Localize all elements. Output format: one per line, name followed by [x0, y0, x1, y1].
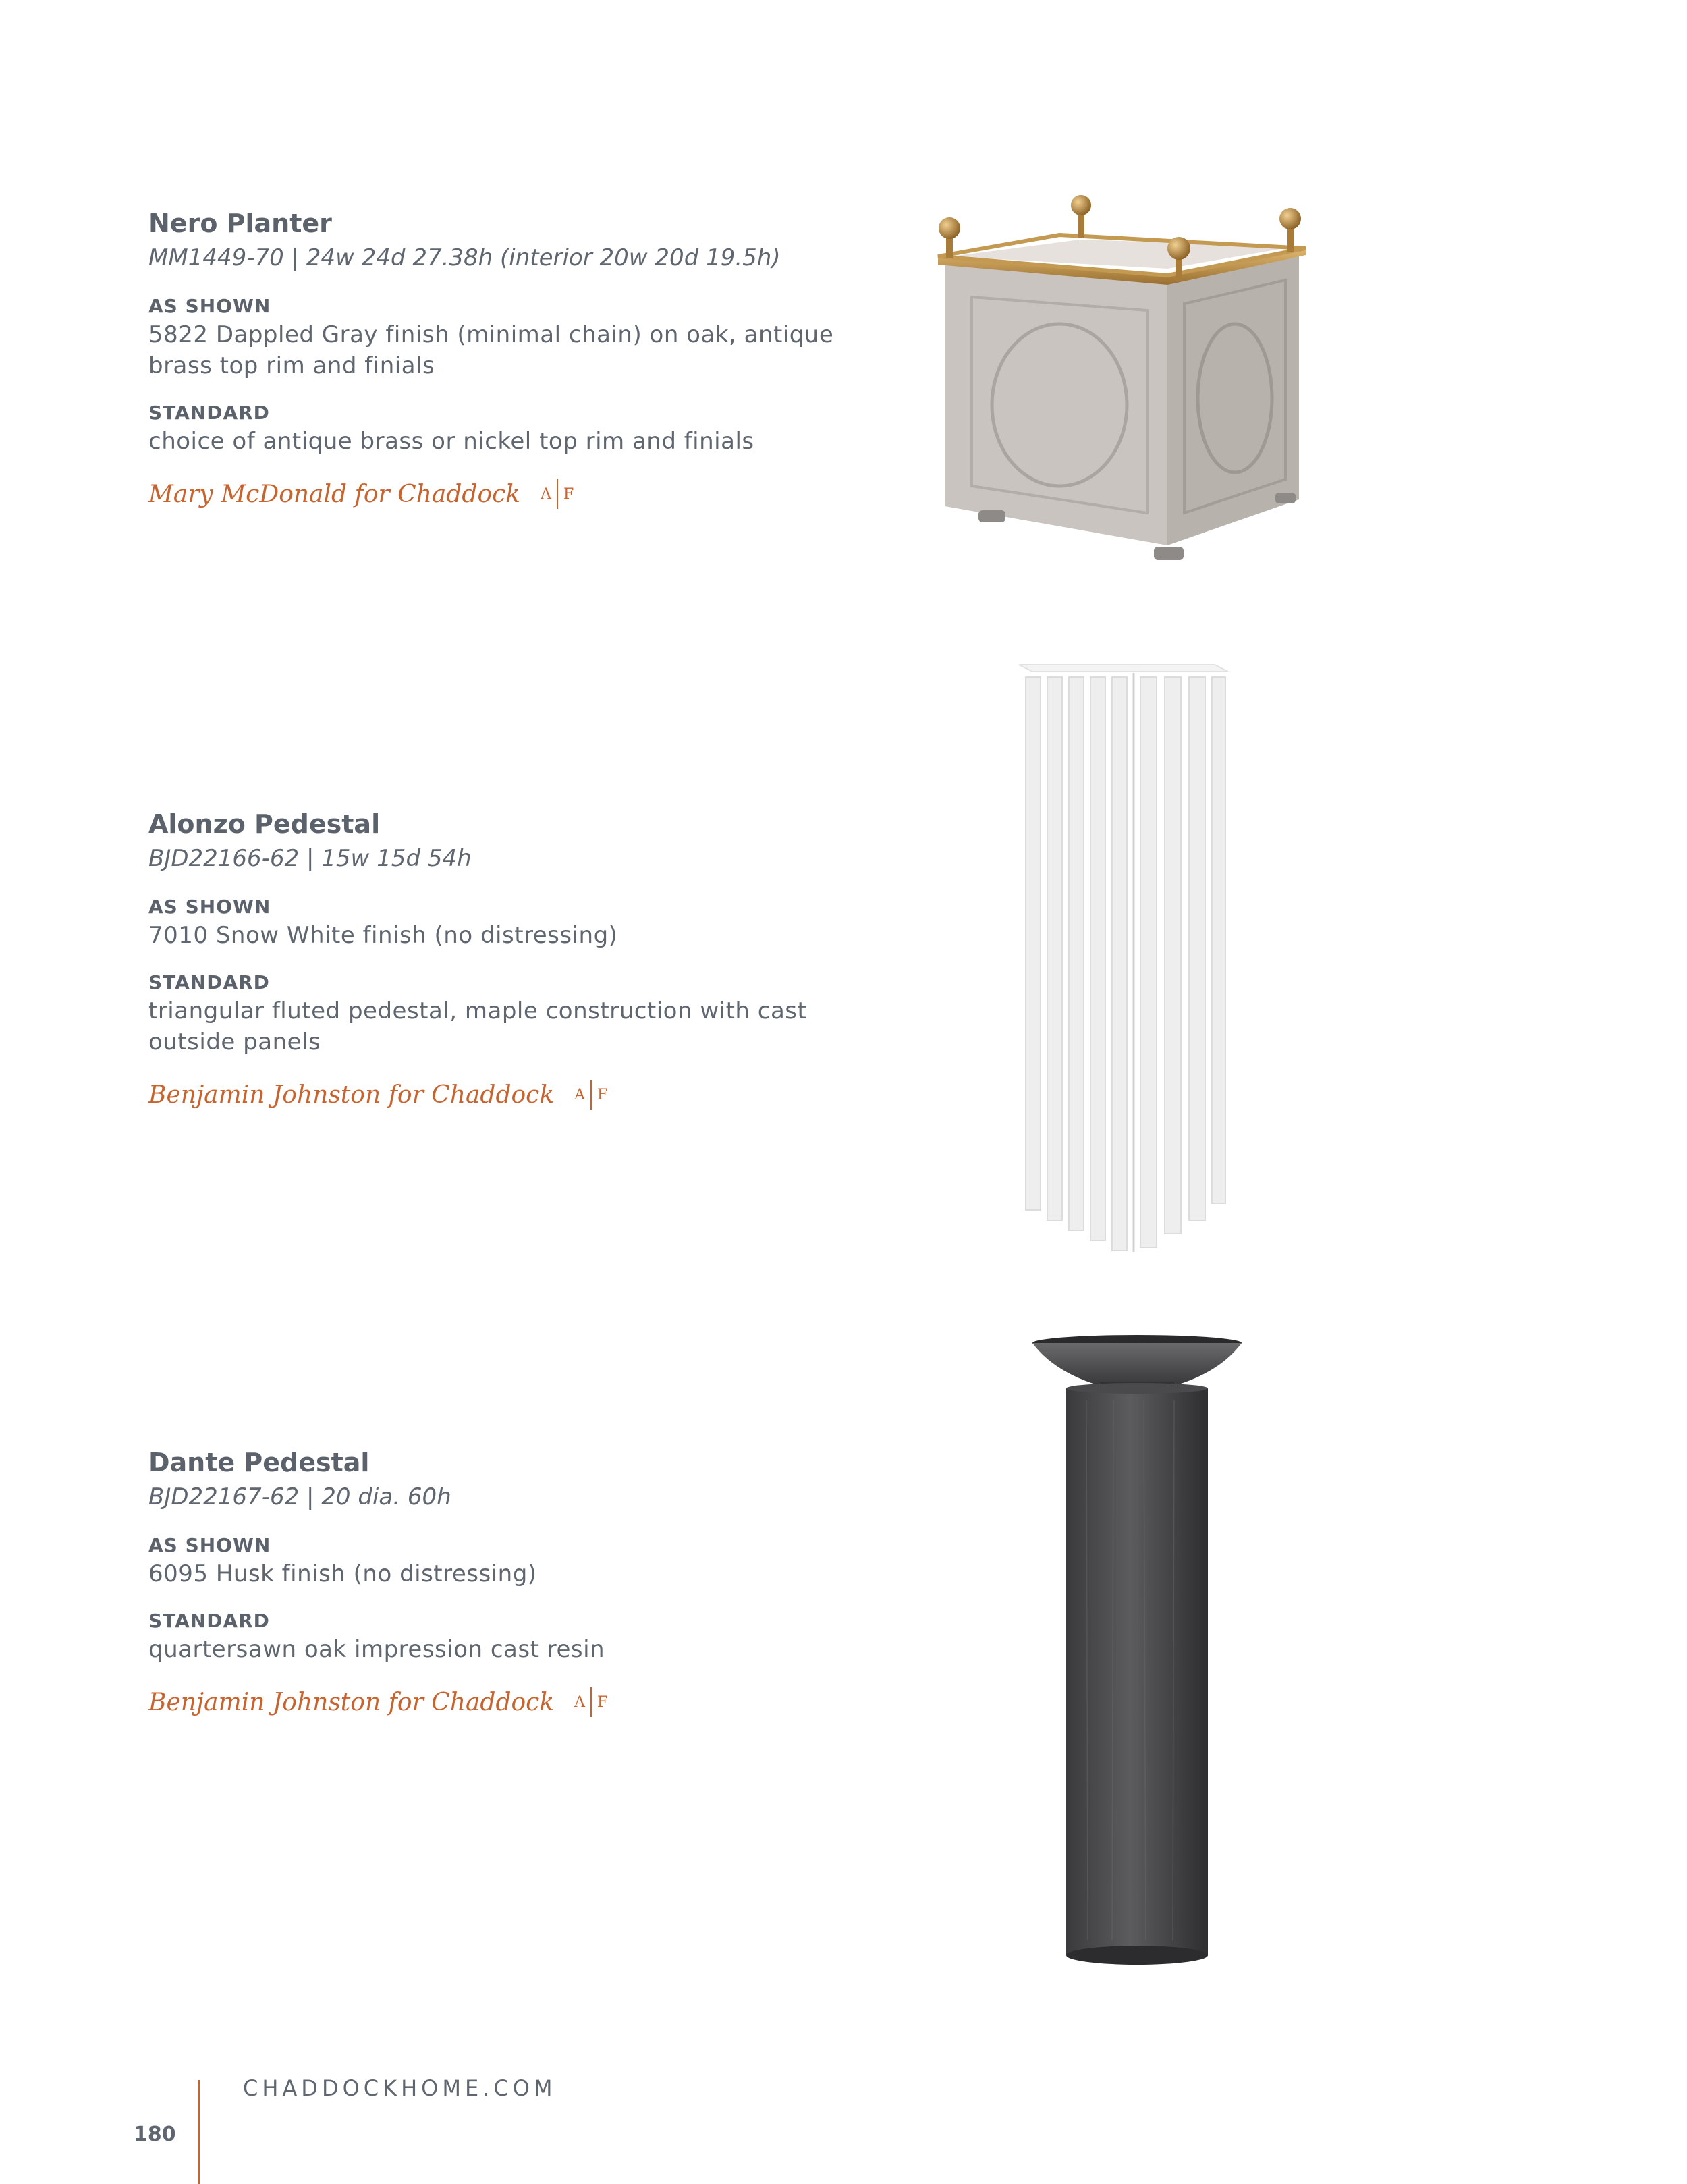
af-mark-f: F [597, 1086, 608, 1103]
product-sku: BJD22166-62 | 15w 15d 54h [148, 845, 472, 872]
standard-line: choice of antique brass or nickel top rim and finials [148, 428, 754, 455]
as-shown-line: 6095 Husk finish (no distressing) [148, 1560, 537, 1587]
designer-row [148, 479, 891, 509]
as-shown-line: 5822 Dappled Gray finish (minimal chain) on oak, antique [148, 321, 834, 348]
product-sku: BJD22167-62 | 20 dia. 60h [148, 1483, 451, 1510]
product-name: Dante Pedestal [148, 1448, 370, 1477]
af-mark [574, 1687, 607, 1717]
designer-credit: Benjamin Johnston for Chaddock [148, 1081, 555, 1109]
af-mark-f: F [563, 485, 574, 503]
af-mark [541, 479, 574, 509]
website-link[interactable]: CHADDOCKHOME.COM [243, 2075, 557, 2101]
product-dante-pedestal [148, 1446, 891, 1717]
product-sku: MM1449-70 | 24w 24d 27.38h (interior 20w 20d 19.5h) [148, 244, 781, 271]
af-mark-a: A [541, 485, 551, 503]
af-mark-divider [590, 1080, 592, 1110]
designer-row [148, 1687, 891, 1717]
standard-label: STANDARD [148, 1610, 270, 1632]
af-mark-a: A [574, 1086, 586, 1103]
standard-line: quartersawn oak impression cast resin [148, 1636, 605, 1663]
product-nero-planter [148, 207, 891, 509]
as-shown-line: brass top rim and finials [148, 352, 435, 379]
product-alonzo-pedestal [148, 807, 891, 1110]
as-shown-label: AS SHOWN [148, 295, 271, 317]
product-name: Nero Planter [148, 209, 332, 238]
standard-line: triangular fluted pedestal, maple construction with cast [148, 998, 807, 1025]
af-mark-a: A [574, 1693, 586, 1711]
af-mark-divider [557, 479, 558, 509]
nero-planter-image [931, 189, 1309, 567]
standard-label: STANDARD [148, 971, 270, 993]
as-shown-label: AS SHOWN [148, 1534, 271, 1556]
as-shown-line: 7010 Snow White finish (no distressing) [148, 922, 618, 949]
product-name: Alonzo Pedestal [148, 809, 381, 839]
dante-pedestal-image [1026, 1333, 1248, 1981]
af-mark [574, 1080, 607, 1110]
af-mark-f: F [597, 1693, 608, 1711]
as-shown-label: AS SHOWN [148, 896, 271, 918]
footer-divider [198, 2080, 200, 2184]
af-mark-divider [590, 1687, 592, 1717]
page-number: 180 [134, 2123, 176, 2146]
standard-line: outside panels [148, 1029, 321, 1056]
standard-label: STANDARD [148, 402, 270, 424]
designer-credit: Benjamin Johnston for Chaddock [148, 1688, 555, 1716]
designer-row [148, 1080, 891, 1110]
alonzo-pedestal-image [1012, 658, 1242, 1259]
designer-credit: Mary McDonald for Chaddock [148, 480, 521, 508]
